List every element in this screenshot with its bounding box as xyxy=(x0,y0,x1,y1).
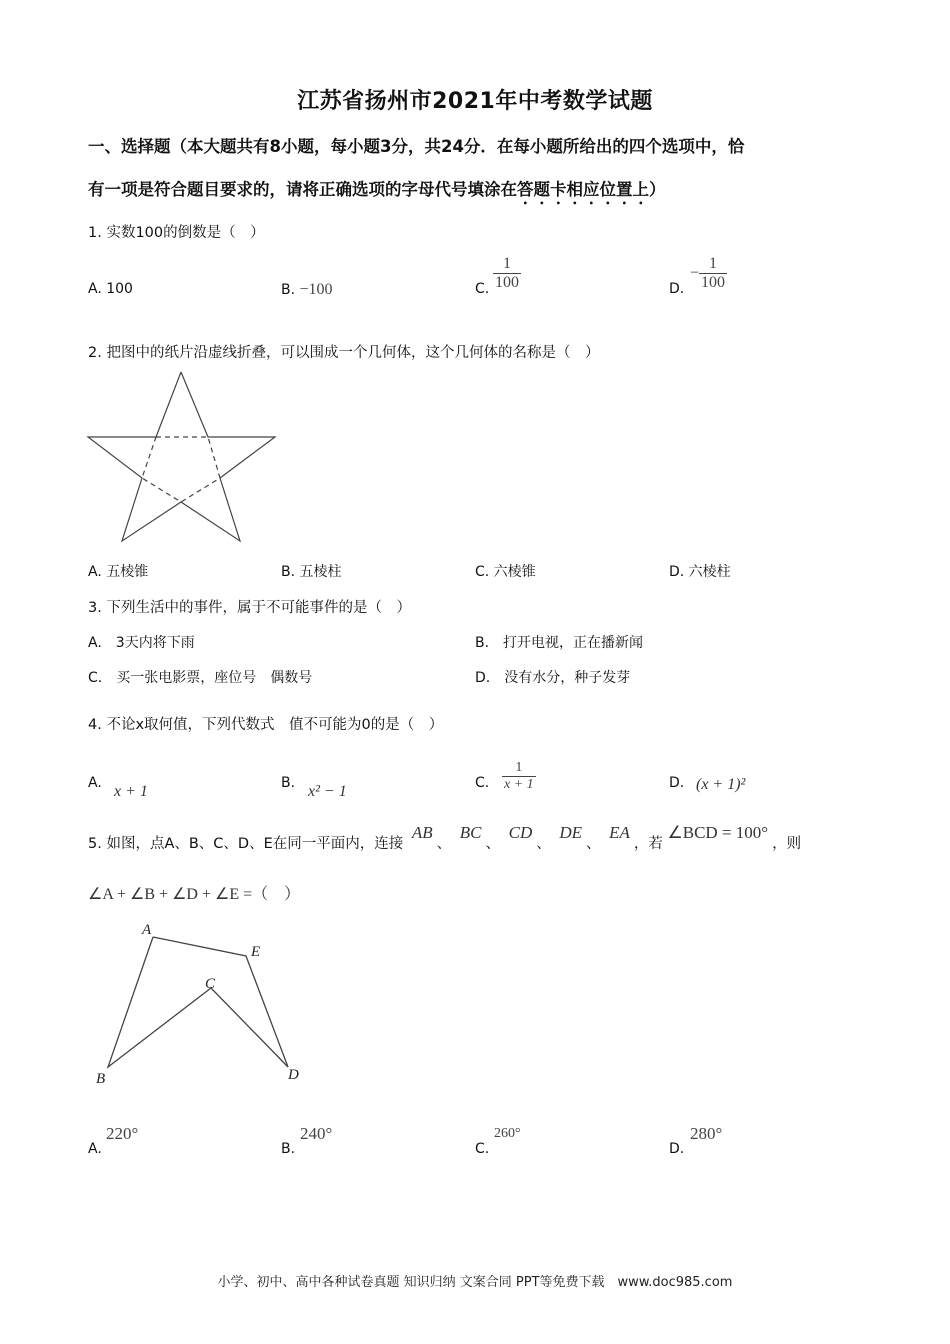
q5-stem-line2: ∠A + ∠B + ∠D + ∠E =（ ） xyxy=(88,886,301,903)
star-net-figure xyxy=(80,365,285,550)
fold-lines-dashed xyxy=(142,437,220,502)
q4-option-b-label: B. xyxy=(281,775,296,791)
segment-cd: CD xyxy=(508,823,533,842)
q5-option-d-value: 280° xyxy=(690,1124,723,1143)
q5-option-d-label: D. xyxy=(669,1141,685,1157)
q1-option-c-label: C. xyxy=(475,281,490,297)
q1-stem: 1. 实数100的倒数是（ ） xyxy=(88,225,265,241)
q1-option-d-fraction: − $\frac{1}{100}$ xyxy=(690,255,726,291)
q4-option-b-expr: x² − 1 xyxy=(308,783,347,800)
q2-option-a: A. 五棱锥 xyxy=(88,564,149,580)
star-outline xyxy=(88,372,275,541)
q2-stem: 2. 把图中的纸片沿虚线折叠，可以围成一个几何体，这个几何体的名称是（ ） xyxy=(88,345,600,361)
point-label-e: E xyxy=(251,944,261,960)
q2-option-b: B. 五棱柱 xyxy=(281,564,342,580)
section-heading-line2: 有一项是符合题目要求的，请将正确选项的字母代号填涂在答题卡相应位置上） xyxy=(88,180,666,199)
q3-stem: 3. 下列生活中的事件，属于不可能事件的是（ ） xyxy=(88,600,411,616)
segment-ab: AB xyxy=(411,823,433,842)
q3-option-d: D. 没有水分，种子发芽 xyxy=(475,670,631,686)
angle-condition: ∠BCD = 100° xyxy=(667,823,769,842)
q5-option-c-value: 260° xyxy=(494,1126,521,1141)
q5-option-b-label: B. xyxy=(281,1141,296,1157)
q3-option-c: C. 买一张电影票，座位号 偶数号 xyxy=(88,670,313,686)
q4-option-a-expr: x + 1 xyxy=(114,783,148,800)
pentagon-outline xyxy=(108,937,288,1067)
point-label-d: D xyxy=(288,1067,299,1083)
q2-option-c: C. 六棱锥 xyxy=(475,564,536,580)
q5-option-b-value: 240° xyxy=(300,1124,333,1143)
q1-option-d-label: D. xyxy=(669,281,685,297)
page-title: 江苏省扬州市2021年中考数学试题 xyxy=(297,89,653,114)
segment-ea: EA xyxy=(609,823,630,842)
page-footer: 小学、初中、高中各种试卷真题 知识归纳 文案合同 PPT等免费下载 www.doc985.com xyxy=(217,1275,733,1290)
q2-option-d: D. 六棱柱 xyxy=(669,564,731,580)
point-label-c: C xyxy=(205,976,216,992)
q4-option-c-label: C. xyxy=(475,775,490,791)
q3-option-a: A. 3天内将下雨 xyxy=(88,635,195,651)
q1-option-b: B. −100 xyxy=(281,281,333,298)
q4-option-c-fraction: $\frac{1}{x + 1}$ xyxy=(504,760,534,792)
q1-option-c-fraction: $\frac{1}{100}$ xyxy=(495,255,519,291)
point-label-a: A xyxy=(142,922,152,938)
q5-stem-line1: 5. 如图，点A、B、C、D、E在同一平面内，连接 AB、 BC、 CD、 DE、 EA，若 ∠BCD = 100°，则 xyxy=(88,823,802,852)
point-label-b: B xyxy=(96,1071,106,1087)
emphasized-text: 答题卡相应位置上 xyxy=(517,180,649,199)
q4-option-d-expr: (x + 1)² xyxy=(696,776,746,793)
segment-bc: BC xyxy=(459,823,482,842)
q5-option-a-value: 220° xyxy=(106,1124,139,1143)
section-heading-line1: 一、选择题（本大题共有8小题，每小题3分，共24分．在每小题所给出的四个选项中，恰 xyxy=(88,137,745,156)
q4-stem: 4. 不论x取何值，下列代数式 值不可能为0的是（ ） xyxy=(88,717,444,733)
segment-de: DE xyxy=(559,823,583,842)
q3-option-b: B. 打开电视，正在播新闻 xyxy=(475,635,644,651)
q5-option-c-label: C. xyxy=(475,1141,490,1157)
q4-option-a-label: A. xyxy=(88,775,102,791)
q1-option-a: A. 100 xyxy=(88,281,133,297)
q5-option-a-label: A. xyxy=(88,1141,102,1157)
q5-figure xyxy=(88,915,318,1095)
q4-option-d-label: D. xyxy=(669,775,685,791)
